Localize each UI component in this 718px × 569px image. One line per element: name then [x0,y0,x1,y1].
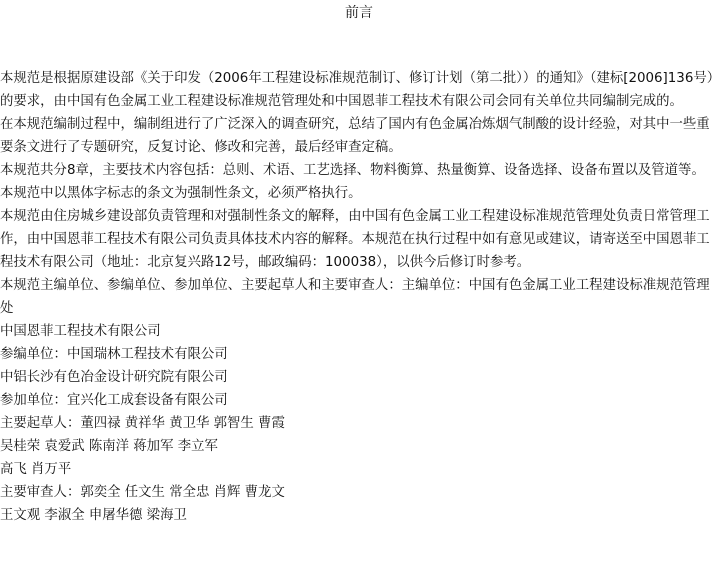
paragraph-reviewers-1: 主要审查人：郭奕全 任文生 常全忠 肖辉 曹龙文 [0,485,285,500]
paragraph-drafters-3: 高飞 肖万平 [0,462,72,477]
paragraph-participating-editor-2: 中铝长沙有色冶金设计研究院有限公司 [0,370,228,385]
paragraph-process: 在本规范编制过程中，编制组进行了广泛深入的调查研究，总结了国内有色金属冶炼烟气制酸的设计经验，对其中一些重要条文进行了专题研究，反复讨论、修改和完善，最后经审查定稿。 [0,117,710,155]
paragraph-participating-editor-1: 参编单位：中国瑞林工程技术有限公司 [0,347,228,362]
paragraph-mandatory: 本规范中以黑体字标志的条文为强制性条文，必须严格执行。 [0,186,362,201]
paragraph-reviewers-2: 王文观 李淑全 申屠华德 梁海卫 [0,508,187,523]
paragraph-drafters-1: 主要起草人：董四禄 黄祥华 黄卫华 郭智生 曹霞 [0,416,285,431]
document-title: 前言 [345,5,373,21]
paragraph-chief-unit-2: 中国恩菲工程技术有限公司 [0,324,161,339]
paragraph-basis: 本规范是根据原建设部《关于印发（2006年工程建设标准规范制订、修订计划（第二批））的通知》（建标[2006]136号）的要求，由中国有色金属工业工程建设标准规范管理处和中国恩菲工程技术有限公司会同有关单位共同编制完成的。 [0,71,714,109]
paragraph-editors-intro: 本规范主编单位、参编单位、参加单位、主要起草人和主要审查人：主编单位：中国有色金属工业工程建设标准规范管理处 [0,278,710,316]
document-body [0,67,714,527]
paragraph-chapters: 本规范共分8章，主要技术内容包括：总则、术语、工艺选择、物料衡算、热量衡算、设备选择、设备布置以及管道等。 [0,163,705,178]
paragraph-participating-unit: 参加单位：宜兴化工成套设备有限公司 [0,393,228,408]
paragraph-management: 本规范由住房城乡建设部负责管理和对强制性条文的解释，由中国有色金属工业工程建设标准规范管理处负责日常管理工作，由中国恩菲工程技术有限公司负责具体技术内容的解释。本规范在执行过程中如有意见或建议，请寄送至中国恩菲工程技术有限公司（地址：北京复兴路12号，邮政编码：100038），以供今后修订时参考。 [0,209,710,270]
paragraph-drafters-2: 吴桂荣 袁爱武 陈南洋 蒋加军 李立军 [0,439,218,454]
